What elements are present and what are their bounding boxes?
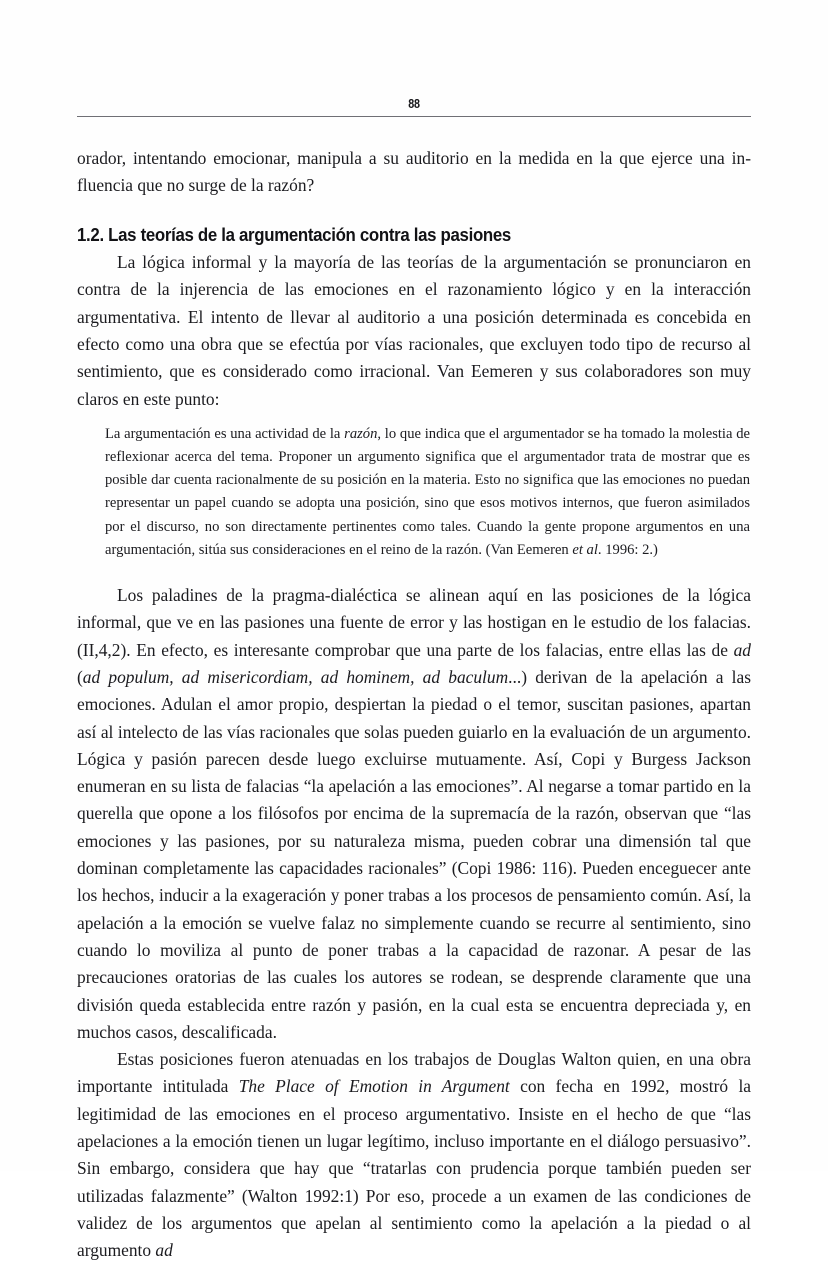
pragma-segment-1: Los paladines de la pragma-dialéctica se alinean aquí en las posiciones de la lógica informal, que ve en las pasiones una fuente de error y las hostigan en le estudio de los falacias. (II,4,2). En efecto, es interesante comprobar que una parte de los falacias, entre ellas las de: [77, 585, 751, 660]
paragraph-pragma-dialectica: [77, 582, 751, 1046]
quote-segment-2: , lo que indica que el argumentador se ha tomado la molestia de reflexionar acerca del tema. Proponer un argumento significa que el argumentador trata de mostrar que es posible dar cuenta racionalmente de su posición en la materia. Esto no significa que las emociones no puedan representar un papel cuando se adopta una posición, sino que esos motivos internos, que fueron asimilados por el discurso, no son directamente pertinentes como tales. Cuando la gente propone argumentos en una argumentación, sitúa sus consideraciones en el reino de la razón. (Van Eemeren: [105, 425, 750, 558]
page-content: [77, 98, 751, 1265]
walton-italic-book-title: The Place of Emotion in Argument: [238, 1076, 510, 1097]
quote-segment-3: . 1996: 2.): [597, 541, 658, 558]
block-quotation-text: [105, 423, 750, 562]
walton-italic-ad: ad: [155, 1240, 173, 1261]
quote-segment-1: La argumentación es una actividad de la: [105, 425, 345, 442]
paragraph-walton: [77, 1046, 751, 1264]
pragma-italic-latin-fallacies: ad populum, ad misericordiam, ad hominem, ad baculum: [82, 666, 509, 687]
paragraph-after-heading: [77, 249, 751, 413]
walton-segment-1: Estas posiciones fueron atenuadas en los trabajos de Douglas Walton quien, en una obra importante intitulada: [77, 1049, 751, 1097]
quote-italic-etal: et al: [572, 541, 598, 558]
paragraph-continued-text: orador, intentando emocionar, manipula a su auditorio en la medida en la que ejerce una in-fluencia que no surge de la razón?: [77, 147, 751, 195]
page-number: 88: [408, 97, 420, 111]
walton-segment-2: con fecha en 1992, mostró la legitimidad de las emociones en el proceso argumentativo. Insiste en el hecho de que “las apelaciones a la emoción tienen un lugar legítimo, incluso importante en el diálogo persuasivo”. Sin embargo, considera que hay que “tratarlas con prudencia porque también pueden ser utilizadas falazmente” (Walton 1992:1) Por eso, procede a un examen de las condiciones de validez de los argumentos que apelan al sentimiento como la apelación a la piedad o al argumento: [77, 1076, 751, 1261]
block-quotation: [77, 423, 751, 562]
pragma-italic-ad: ad: [733, 639, 751, 660]
paragraph-after-heading-text: La lógica informal y la mayoría de las teorías de la argumentación se pronunciaron en contra de la injerencia de las emociones en el razonamiento lógico y en la interacción argumentativa. El intento de llevar al auditorio a una posición determinada es concebida en efecto como una obra que se efectúa por vías racionales, que excluyen todo tipo de recurso al sentimiento, que es considerado como irracional. Van Eemeren y sus colaboradores son muy claros en este punto:: [77, 252, 751, 409]
header-divider: [77, 116, 751, 117]
paragraph-continued: [77, 145, 751, 200]
pragma-segment-3: ...) derivan de la apelación a las emociones. Adulan el amor propio, despiertan la piedad o el temor, suscitan pasiones, apartan así al intelecto de las vías racionales que solas pueden guiarlo en la evaluación de un argumento. Lógica y pasión parecen desde luego excluirse mutuamente. Así, Copi y Burgess Jackson enumeran en su lista de falacias “la apelación a las emociones”. Al negarse a tomar partido en la querella que opone a los filósofos por encima de la supremacía de la razón, observan que “las emociones y las pasiones, por su naturaleza misma, pueden cobrar una dimensión tal que dominan completamente las capacidades racionales” (Copi 1986: 116). Pueden enceguecer ante los hechos, inducir a la exageración y poner trabas a los procesos de pensamiento común. Así, la apelación a la emoción se vuelve falaz no simplemente cuando se recurre al sentimiento, sino cuando lo moviliza al punto de poner trabas a la capacidad de razonar. A pesar de las precauciones oratorias de las cuales los autores se rodean, se desprende claramente que una división queda establecida entre razón y pasión, en la cual esta se encuentra depreciada y, en muchos casos, descalificada.: [77, 666, 751, 1042]
pragma-segment-2: (: [77, 666, 83, 687]
quote-italic-razon: razón: [344, 425, 378, 442]
section-heading: 1.2. Las teorías de la argumentación contra las pasiones: [77, 224, 511, 246]
